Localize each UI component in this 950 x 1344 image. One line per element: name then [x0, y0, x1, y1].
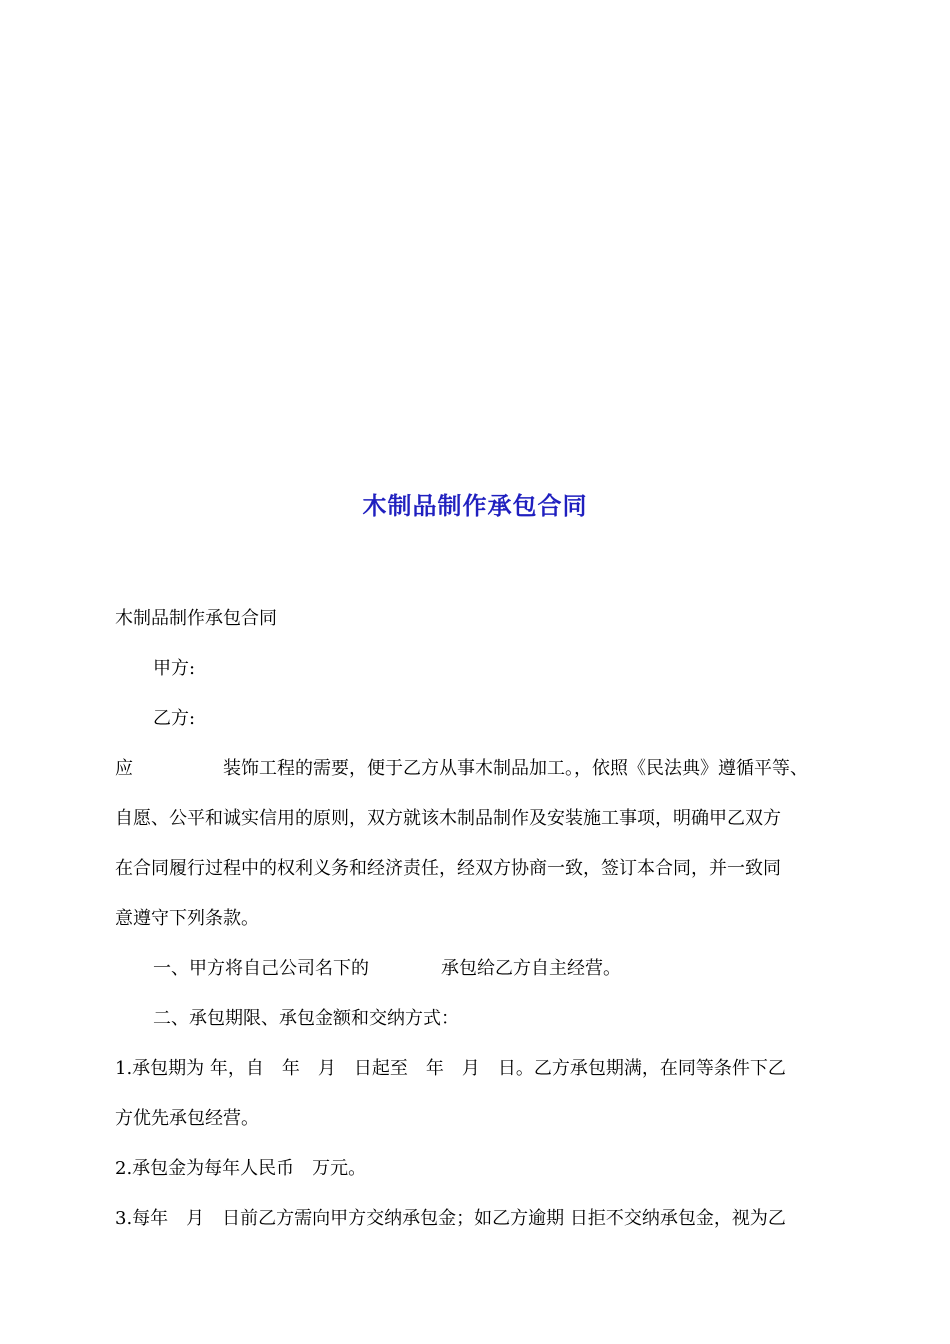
- clause-1: 一、甲方将自己公司名下的 承包给乙方自主经营。: [153, 958, 621, 979]
- document-title: 木制品制作承包合同: [362, 491, 588, 520]
- preamble-line-1: 应 装饰工程的需要，便于乙方从事木制品加工。，依照《民法典》遵循平等、: [115, 758, 808, 779]
- clause-2-item-1-line-1: 1.承包期为 年，自 年 月 日起至 年 月 日。乙方承包期满，在同等条件下乙: [115, 1058, 786, 1079]
- clause-2-item-2: 2.承包金为每年人民币 万元。: [115, 1158, 367, 1179]
- clause-2-heading: 二、承包期限、承包金额和交纳方式：: [153, 1008, 459, 1029]
- clause-2-item-1-line-2: 方优先承包经营。: [115, 1108, 259, 1129]
- preamble-line-4: 意遵守下列条款。: [115, 908, 259, 929]
- party-a-label: 甲方:: [153, 658, 196, 679]
- clause-2-item-3: 3.每年 月 日前乙方需向甲方交纳承包金；如乙方逾期 日拒不交纳承包金，视为乙: [115, 1208, 786, 1229]
- contract-heading-line: 木制品制作承包合同: [115, 608, 277, 629]
- preamble-line-2: 自愿、公平和诚实信用的原则，双方就该木制品制作及安装施工事项，明确甲乙双方: [115, 808, 781, 829]
- party-b-label: 乙方:: [153, 708, 196, 729]
- preamble-line-3: 在合同履行过程中的权利义务和经济责任，经双方协商一致，签订本合同，并一致同: [115, 858, 781, 879]
